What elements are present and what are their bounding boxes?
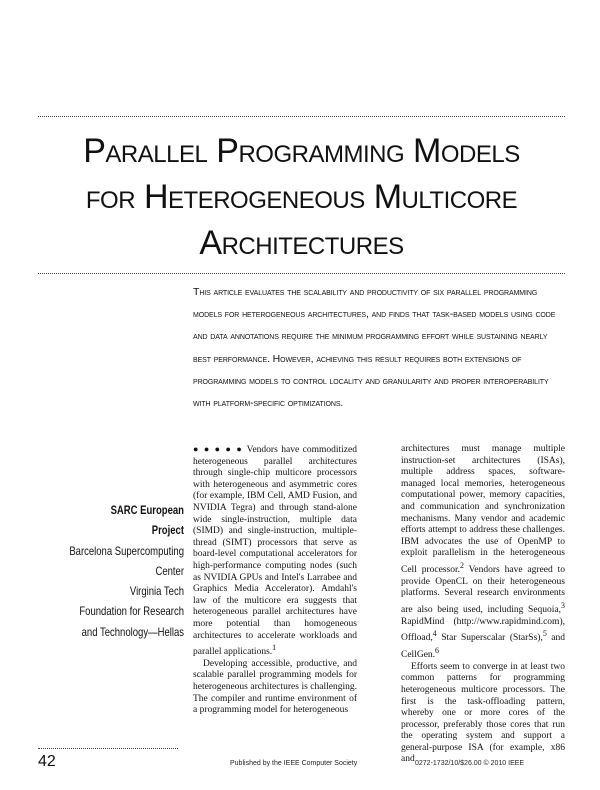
author-line: Project bbox=[151, 524, 184, 538]
paragraph-text: architectures must manage multiple instruction-set architectures (ISAs), multiple address spaces, software-managed local memories, heterogeneous computational power, memory capacities, and communication and synchronization mechanisms. Many vendor and academic efforts attempt to address these challenges. IBM advocates the use of OpenMP to exploit parallelism in the heterogeneous Cell processor. bbox=[401, 444, 565, 576]
author-affiliations bbox=[66, 501, 184, 643]
title-rule bbox=[38, 273, 565, 274]
paragraph-text: Star Superscalar (StarSs), bbox=[436, 633, 543, 644]
footnote-ref[interactable]: 5 bbox=[542, 629, 547, 639]
footnote-ref[interactable]: 6 bbox=[435, 645, 439, 655]
body-column-1 bbox=[193, 444, 357, 740]
abstract: This article evaluates the scalability and productivity of six parallel programming models for heterogeneous architectures, and finds that task-based models using code and data annotations require the minimum programming effort while sustaining nearly best performance. However, achieving this result requires both extensions of programming models to control locality and granularity and proper interoperability with platform-specific optimizations. bbox=[193, 286, 556, 410]
article-title bbox=[38, 128, 565, 266]
paragraph-text: Vendors have commoditized heterogeneous parallel architectures through single-chip multicore processors with heterogeneous and asymmetric cores (for example, IBM Cell, AMD Fusion, and NVIDIA Tegra) and through stand-alone wide single-instruction, multiple data (SIMD) and single-instruction, multiple-thread (SIMT) processors that serve as board-level computational accelerators for high-performance computing nodes (such as NVIDIA GPUs and Intel's Larrabee and Graphics Media Accelerator). Amdahl's law of the multicore era suggests that heterogeneous parallel architectures have more potential than homogeneous architectures to accelerate workloads and parallel applications. bbox=[193, 445, 357, 658]
paragraph bbox=[193, 444, 357, 659]
author-line: SARC European bbox=[110, 504, 184, 517]
paragraph: Developing accessible, productive, and scalable parallel programming models for heterogeneous architectures is challenging. The compiler and runtime environment of a programming model for heterogeneous bbox=[193, 658, 357, 716]
title-line-1: Parallel Programming Models bbox=[83, 132, 520, 170]
author-line: Foundation for Research bbox=[79, 605, 184, 619]
author-line: Virginia Tech bbox=[129, 585, 184, 599]
title-line-3: Architectures bbox=[199, 224, 404, 262]
author-line: Center bbox=[155, 564, 184, 578]
copyright-line: 0272-1732/10/$26.00 © 2010 IEEE bbox=[415, 760, 525, 767]
page-number: 42 bbox=[38, 753, 56, 770]
title-line-2: for Heterogeneous Multicore bbox=[85, 178, 518, 216]
section-bullets: ● ● ● ● ● bbox=[193, 444, 244, 454]
author-line: Barcelona Supercomputing bbox=[69, 544, 184, 558]
top-rule bbox=[38, 116, 565, 117]
paragraph bbox=[401, 444, 565, 662]
paragraph: Efforts seem to converge in at least two common patterns for programming heterogeneous multicore processors. The first is the task-offloading pattern, whereby one or more cores of the processor, preferably those cores that run the operating system and support a general-purpose ISA (for example, x86 and bbox=[401, 661, 565, 765]
footnote-ref[interactable]: 3 bbox=[561, 600, 565, 610]
paragraph-text: RapidMind (http://www.rapidmind.com), Offload, bbox=[401, 616, 565, 644]
footnote-ref[interactable]: 1 bbox=[272, 643, 277, 653]
footnote-ref[interactable]: 4 bbox=[432, 629, 437, 639]
footnote-ref[interactable]: 2 bbox=[459, 560, 464, 570]
footer-rule bbox=[38, 748, 178, 749]
publisher-line: Published by the IEEE Computer Society bbox=[230, 760, 358, 767]
author-line: and Technology—Hellas bbox=[81, 625, 184, 639]
paragraph-text: and CellGen. bbox=[401, 633, 566, 661]
paragraph-text: Vendors have agreed to provide OpenCL on their heterogeneous platforms. Several research environments are also being used, including Sequoia, bbox=[401, 565, 565, 616]
